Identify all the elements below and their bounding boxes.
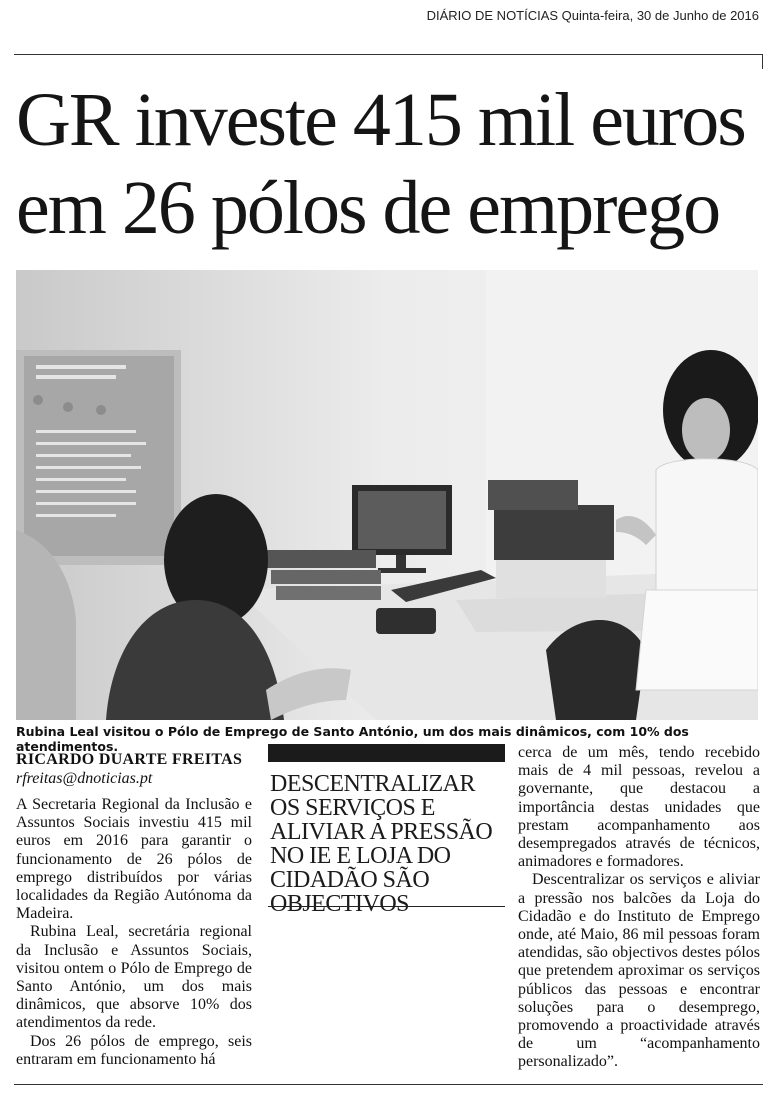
pullquote: DESCENTRALIZAR OS SERVIÇOS E ALIVIAR A PRESSÃO NO IE E LOJA DO CIDADÃO SÃO OBJECTIVOS (270, 771, 493, 917)
author-email: rfreitas@dnoticias.pt (16, 770, 153, 787)
pullquote-bar (268, 744, 505, 762)
paragraph: Dos 26 pólos de emprego, seis entraram em funcionamento há (16, 1032, 252, 1068)
author-byline: RICARDO DUARTE FREITAS (16, 751, 243, 768)
article-photo (16, 270, 758, 720)
photo-caption: Rubina Leal visitou o Pólo de Emprego de Santo António, um dos mais dinâmicos, com 10% dos atendimentos. (16, 724, 689, 754)
headline (16, 76, 761, 252)
paragraph: Descentralizar os serviços e aliviar a pressão nos balcões da Loja do Cidadão e do Instituto de Emprego onde, até Maio, 86 mil pessoas foram atendidas, são objectivos destes pólos que pretendem aproximar os serviços públicos das pessoas e encontrar soluções para o desemprego, promovendo a proactividade através de um “acompanhamento personalizado”. (518, 871, 760, 1071)
paragraph: cerca de um mês, tendo recebido mais de 4 mil pessoas, revelou a governante, que destacou a importância destas unidades que prestam acompanhamento aos desempregados através de técnicos, animadores e formadores. (518, 744, 760, 871)
headline-line-1: GR investe 415 mil euros (16, 78, 745, 162)
bottom-rule (14, 1084, 763, 1085)
top-rule (14, 54, 763, 55)
top-rule-tick (762, 54, 763, 69)
pullquote-rule (268, 906, 505, 907)
masthead: DIÁRIO DE NOTÍCIAS Quinta-feira, 30 de Junho de 2016 (426, 8, 759, 23)
article-column-3 (518, 744, 760, 1072)
headline-line-2: em 26 pólos de emprego (16, 166, 720, 250)
article-column-1 (16, 796, 252, 1069)
paragraph: A Secretaria Regional da Inclusão e Assuntos Sociais investiu 415 mil euros em 2016 para garantir o funcionamento de 26 pólos de emprego distribuídos por várias localidades da Região Autónoma da Madeira. (16, 796, 252, 923)
paragraph: Rubina Leal, secretária regional da Inclusão e Assuntos Sociais, visitou ontem o Pólo de Emprego de Santo António, um dos mais dinâmicos, que absorve 10% dos atendimentos da rede. (16, 923, 252, 1032)
